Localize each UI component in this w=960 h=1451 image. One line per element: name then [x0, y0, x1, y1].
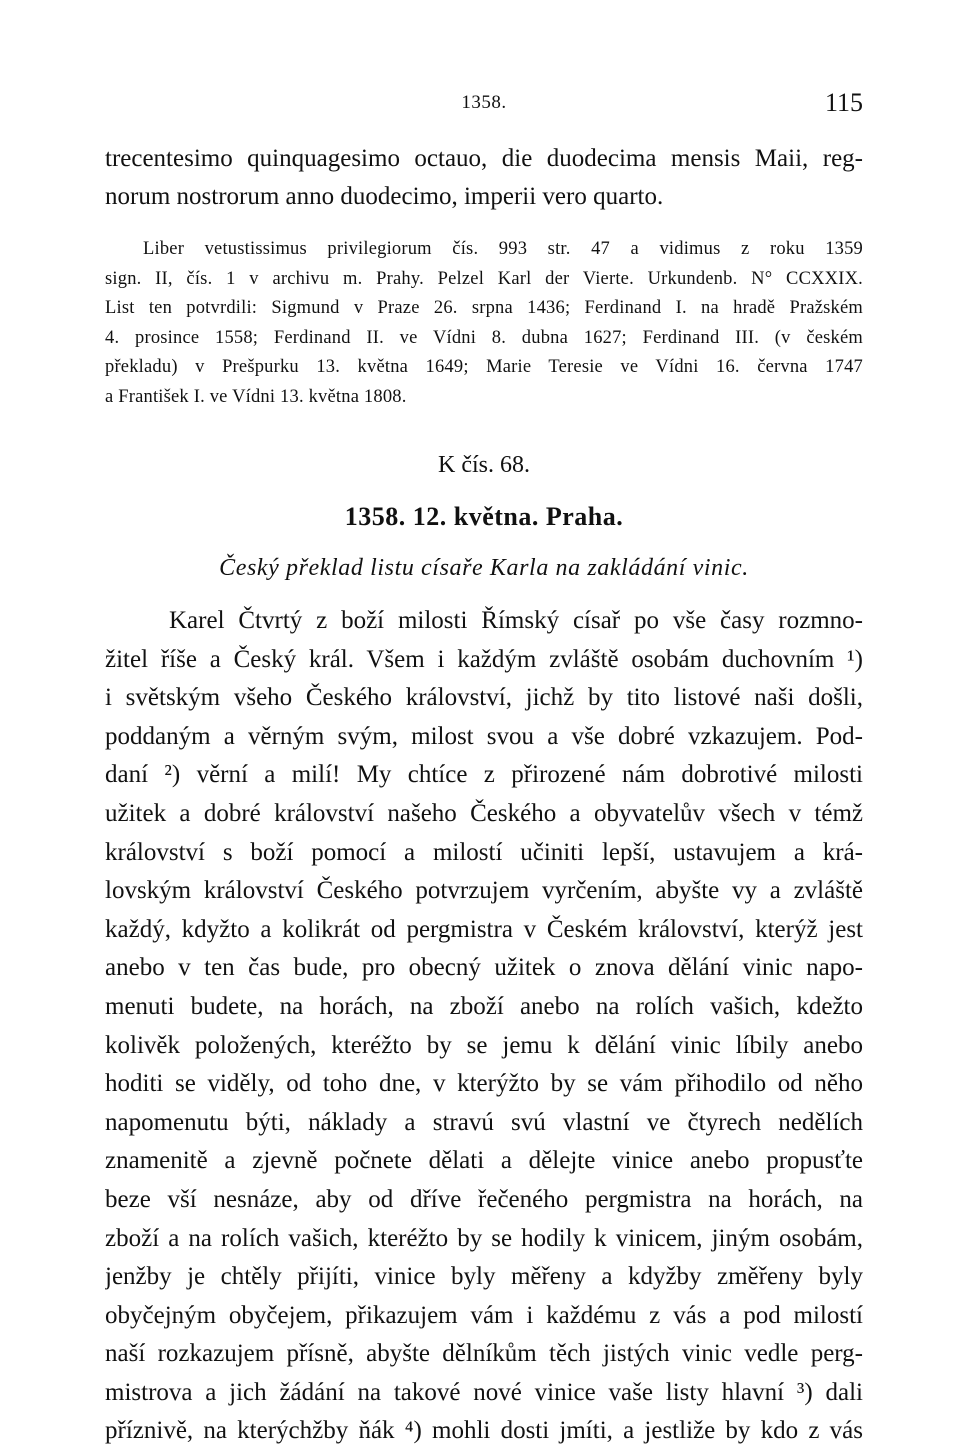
body-line: kolivěk položených, kteréžto by se jemu k dělání vinic líbily anebo	[105, 1031, 863, 1059]
body-line: beze vší nesnáze, aby od dříve řečeného pergmistra na horách, na	[105, 1185, 863, 1213]
body-line: napomenutu býti, náklady a stravú svú vlastní ve čtyrech nedělích	[105, 1108, 863, 1136]
text-line: trecentesimo quinquagesimo octauo, die duodecima mensis Maii, reg-	[105, 145, 863, 172]
body-line: království s boží pomocí a milostí učiniti lepší, ustavujem a krá-	[105, 838, 863, 866]
note-line: a František I. ve Vídni 13. května 1808.	[105, 386, 407, 407]
body-line: příznivě, na kterýchžby ňák ⁴) mohli dosti jmíti, a jestliže by kdo z vás	[105, 1417, 863, 1445]
body-line: hoditi se viděly, od toho dne, v kterýžto by se vám přihodilo od něho	[105, 1070, 863, 1098]
document-body	[105, 602, 863, 1451]
source-note	[105, 235, 863, 412]
body-line: jenžby je chtěly přijíti, vinice byly měřeny a kdyžby změřeny byly	[105, 1263, 863, 1291]
document-date-place: 1358. 12. května. Praha.	[344, 502, 624, 531]
body-line: i světským všeho Českého království, jichž by tito listové naši došli,	[105, 684, 863, 712]
text-line: norum nostrorum anno duodecimo, imperii vero quarto.	[105, 183, 664, 210]
body-line: užitek a dobré království našeho Českého a obyvatelův všech v témž	[105, 799, 863, 827]
body-line: Karel Čtvrtý z boží milosti Římský císař po vše časy rozmno-	[169, 607, 863, 634]
document-subtitle: Český překlad listu císaře Karla na zakládání vinic.	[219, 555, 749, 581]
body-line: žitel říše a Český král. Všem i každým zvláště osobám duchovním ¹)	[105, 645, 863, 673]
body-line: zboží a na rolích vašich, kteréžto by se hodily k vinicem, jiným osobám,	[105, 1224, 863, 1252]
running-header	[105, 88, 863, 120]
body-line: anebo v ten čas bude, pro obecný užitek o znova dělání vinic napo-	[105, 954, 863, 982]
body-line: znamenitě a zjevně počnete dělati a dělejte vinice anebo propusťte	[105, 1147, 863, 1175]
body-line: obyčejným obyčejem, přikazujem vám i každému z vás a pod milostí	[105, 1301, 863, 1329]
page-number: 115	[824, 88, 863, 117]
note-line: překladu) v Prešpurku 13. května 1649; Marie Teresie ve Vídni 16. června 1747	[105, 357, 863, 377]
body-line: lovským království Českého potvrzujem vyrčením, abyšte vy a zvláště	[105, 877, 863, 905]
note-line: List ten potvrdili: Sigmund v Praze 26. srpna 1436; Ferdinand I. na hradě Pražském	[105, 298, 863, 318]
note-line: 4. prosince 1558; Ferdinand II. ve Vídni 8. dubna 1627; Ferdinand III. (v českém	[105, 327, 863, 348]
running-header-year: 1358.	[461, 92, 507, 113]
note-line: sign. II, čís. 1 v archivu m. Prahy. Pelzel Karl der Vierte. Urkundenb. N° CCXXIX.	[105, 268, 863, 289]
body-line: poddaným a věrným svým, milost svou a vše dobré vzkazujem. Pod-	[105, 722, 863, 750]
body-line: naší rozkazujem přísně, abyšte dělníkům těch jistých vinic vedle perg-	[105, 1340, 863, 1368]
intro-paragraph	[105, 140, 863, 216]
document-reference: K čís. 68.	[438, 452, 530, 478]
body-line: každý, kdyžto a kolikrát od pergmistra v Českém království, kterýž jest	[105, 915, 863, 943]
body-line: mistrova a jich žádání na takové nové vinice vaše listy hlavní ³) dali	[105, 1378, 863, 1406]
body-line: daní ²) věrní a milí! My chtíce z přirozené nám dobrotivé milosti	[105, 761, 863, 789]
body-line: menuti budete, na horách, na zboží anebo na rolích vašich, kdežto	[105, 992, 863, 1020]
note-line: Liber vetustissimus privilegiorum čís. 993 str. 47 a vidimus z roku 1359	[143, 239, 863, 259]
